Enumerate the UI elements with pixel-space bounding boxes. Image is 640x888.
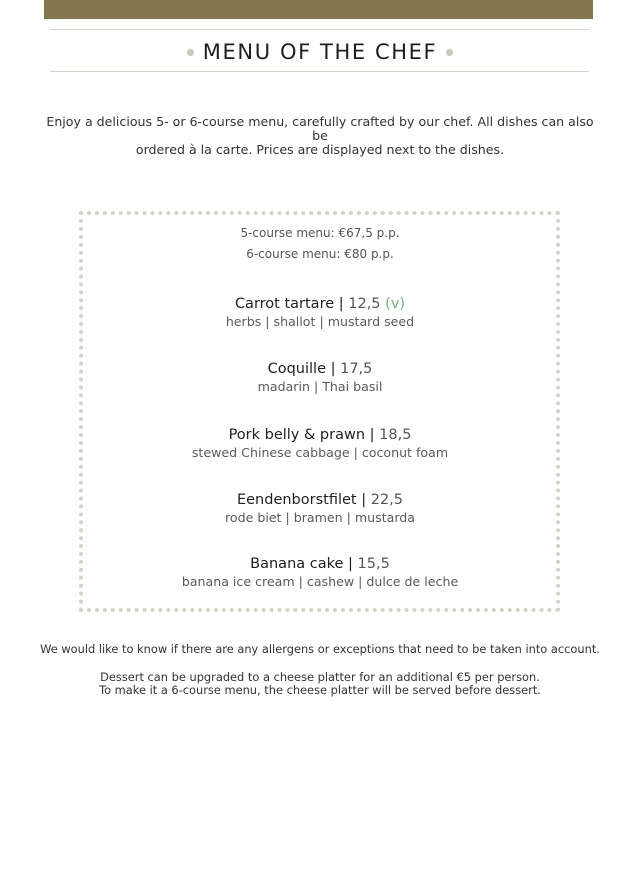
dish-title: [0, 295, 640, 313]
dish-name: Banana cake: [250, 556, 344, 572]
dish-item: [0, 295, 640, 330]
dish-price: 18,5: [379, 427, 412, 443]
dish-item: [0, 426, 640, 461]
dish-description: stewed Chinese cabbage | coconut foam: [191, 445, 449, 460]
menu-frame: [79, 211, 560, 612]
dish-description: herbs | shallot | mustard seed: [225, 314, 415, 329]
dish-separator: |: [356, 492, 371, 508]
dish-price: 17,5: [340, 361, 373, 377]
cheese-note-line-1: Dessert can be upgraded to a cheese platter for an additional €5 per person.: [100, 670, 540, 684]
title-row: [0, 36, 640, 68]
dish-price: 15,5: [357, 556, 390, 572]
menu-price-6-course: 6-course menu: €80 p.p.: [246, 247, 394, 261]
dish-separator: |: [365, 427, 380, 443]
allergen-note: We would like to know if there are any allergens or exceptions that need to be taken into account.: [40, 642, 600, 656]
dish-separator: |: [343, 556, 358, 572]
title-dot-left-icon: [187, 49, 194, 56]
dish-price: 22,5: [370, 492, 404, 508]
header-accent-bar: [44, 0, 593, 19]
cheese-platter-note: [30, 671, 610, 697]
cheese-note-line-2: To make it a 6-course menu, the cheese platter will be served before dessert.: [99, 683, 541, 697]
dish-name: Coquille: [267, 361, 326, 377]
intro-line-2: ordered à la carte. Prices are displayed next to the dishes.: [135, 142, 505, 157]
dish-item: [0, 491, 640, 526]
title-rule-top: [50, 29, 589, 30]
dish-title: [0, 555, 640, 573]
dish-name: Carrot tartare: [234, 296, 335, 312]
menu-price-5-course: 5-course menu: €67,5 p.p.: [240, 226, 400, 240]
dish-title: [0, 491, 640, 509]
dish-separator: |: [326, 361, 341, 377]
dish-item: [0, 360, 640, 395]
page-title: MENU OF THE CHEF: [202, 40, 438, 64]
dish-description: rode biet | bramen | mustarda: [224, 510, 416, 525]
intro-text: [40, 115, 600, 157]
vegetarian-badge: (v): [385, 296, 406, 312]
dish-title: [0, 426, 640, 444]
dish-price: 12,5: [348, 296, 381, 312]
dish-name: Eendenborstfilet: [236, 492, 357, 508]
dish-title: [0, 360, 640, 378]
intro-line-1: Enjoy a delicious 5- or 6-course menu, carefully crafted by our chef. All dishes can also be: [46, 114, 594, 143]
dish-description: madarin | Thai basil: [257, 379, 383, 394]
dish-name: Pork belly & prawn: [228, 427, 366, 443]
dish-separator: |: [334, 296, 349, 312]
title-rule-bottom: [50, 71, 589, 72]
title-dot-right-icon: [446, 49, 453, 56]
dish-item: [0, 555, 640, 590]
dish-description: banana ice cream | cashew | dulce de leche: [181, 574, 459, 589]
